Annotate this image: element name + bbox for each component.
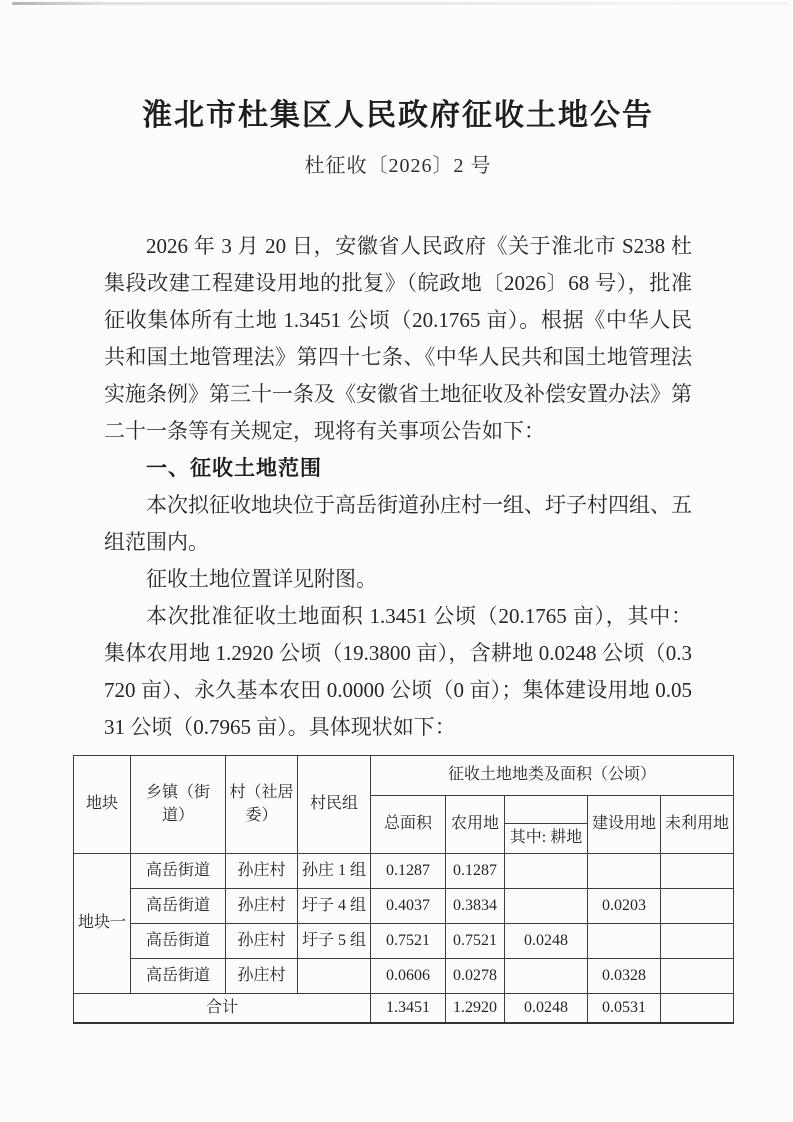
table-header-row-1 <box>74 755 734 795</box>
cell-village: 孙庄村 <box>226 923 298 958</box>
col-header-total-area: 总面积 <box>371 795 446 853</box>
cell-street: 高岳街道 <box>131 888 226 923</box>
cell-total: 0.1287 <box>371 853 446 888</box>
cell-total-total: 1.3451 <box>371 993 446 1023</box>
col-header-farmland: 农用地 <box>446 795 505 853</box>
cell-street: 高岳街道 <box>131 958 226 993</box>
cell-total-unused <box>661 993 734 1023</box>
document-body <box>104 228 692 746</box>
table-row <box>74 958 734 993</box>
cell-village: 孙庄村 <box>226 958 298 993</box>
section-1-heading: 一、征收土地范围 <box>146 456 322 480</box>
cell-group: 孙庄 1 组 <box>298 853 371 888</box>
document-content <box>77 0 730 1024</box>
cell-unused <box>661 958 734 993</box>
cell-street: 高岳街道 <box>131 923 226 958</box>
table-row <box>74 853 734 888</box>
doc-title: 淮北市杜集区人民政府征收土地公告 <box>142 99 654 132</box>
cell-total-construction: 0.0531 <box>588 993 661 1023</box>
col-header-group: 村民组 <box>298 755 371 853</box>
cell-farm: 0.7521 <box>446 923 505 958</box>
cell-arable <box>505 888 588 923</box>
table-row <box>74 888 734 923</box>
cell-unused <box>661 853 734 888</box>
table-total-row <box>74 993 734 1023</box>
table-row <box>74 923 734 958</box>
cell-total: 0.0606 <box>371 958 446 993</box>
land-area-table <box>73 755 734 1025</box>
cell-village: 孙庄村 <box>226 853 298 888</box>
cell-unused <box>661 888 734 923</box>
cell-unused <box>661 923 734 958</box>
section-1-paragraph-2: 征收土地位置详见附图。 <box>146 566 377 591</box>
col-header-area-span: 征收土地地类及面积（公顷） <box>371 755 734 795</box>
cell-group: 圩子 5 组 <box>298 923 371 958</box>
cell-block-label: 地块一 <box>74 853 131 993</box>
col-header-cultivated: 其中: 耕地 <box>505 823 588 853</box>
section-1-paragraph-1: 本次拟征收地块位于高岳街道孙庄村一组、圩子村四组、五组范围内。 <box>104 492 692 554</box>
cell-village: 孙庄村 <box>226 888 298 923</box>
cell-total: 0.7521 <box>371 923 446 958</box>
cell-construction: 0.0328 <box>588 958 661 993</box>
cell-group: 圩子 4 组 <box>298 888 371 923</box>
col-header-cultivated-spacer <box>505 795 588 823</box>
col-header-construction: 建设用地 <box>588 795 661 853</box>
intro-paragraph: 2026 年 3 月 20 日，安徽省人民政府《关于淮北市 S238 杜集段改建工程建设用地的批复》（皖政地〔2026〕68 号），批准征收集体所有土地 1.3451 公顷（20.1765 亩）。根据《中华人民共和国土地管理法》第四十七条、《中华人民共和国土地管理法实施条例》第三十一条及《安徽省土地征收及补偿安置办法》第二十一条等有关规定，现将有关事项公告如下： <box>104 233 692 443</box>
cell-farm: 0.0278 <box>446 958 505 993</box>
cell-total-label: 合计 <box>74 993 371 1023</box>
cell-farm: 0.1287 <box>446 853 505 888</box>
cell-construction <box>588 853 661 888</box>
section-1-paragraph-3: 本次批准征收土地面积 1.3451 公顷（20.1765 亩），其中：集体农用地 1.2920 公顷（19.3800 亩），含耕地 0.0248 公顷（0.3720 亩）、永久基本农田 0.0000 公顷（0 亩）；集体建设用地 0.0531 公顷（0.7965 亩）。具体现状如下： <box>104 603 692 739</box>
col-header-township: 乡镇（街道） <box>131 755 226 853</box>
cell-street: 高岳街道 <box>131 853 226 888</box>
cell-total: 0.4037 <box>371 888 446 923</box>
cell-total-arable: 0.0248 <box>505 993 588 1023</box>
cell-arable <box>505 958 588 993</box>
cell-group <box>298 958 371 993</box>
cell-total-farm: 1.2920 <box>446 993 505 1023</box>
cell-farm: 0.3834 <box>446 888 505 923</box>
col-header-village: 村（社居委） <box>226 755 298 853</box>
col-header-unused: 未利用地 <box>661 795 734 853</box>
cell-arable <box>505 853 588 888</box>
cell-construction: 0.0203 <box>588 888 661 923</box>
cell-construction <box>588 923 661 958</box>
cell-arable: 0.0248 <box>505 923 588 958</box>
col-header-block: 地块 <box>74 755 131 853</box>
doc-number: 杜征收〔2026〕2 号 <box>304 154 492 177</box>
